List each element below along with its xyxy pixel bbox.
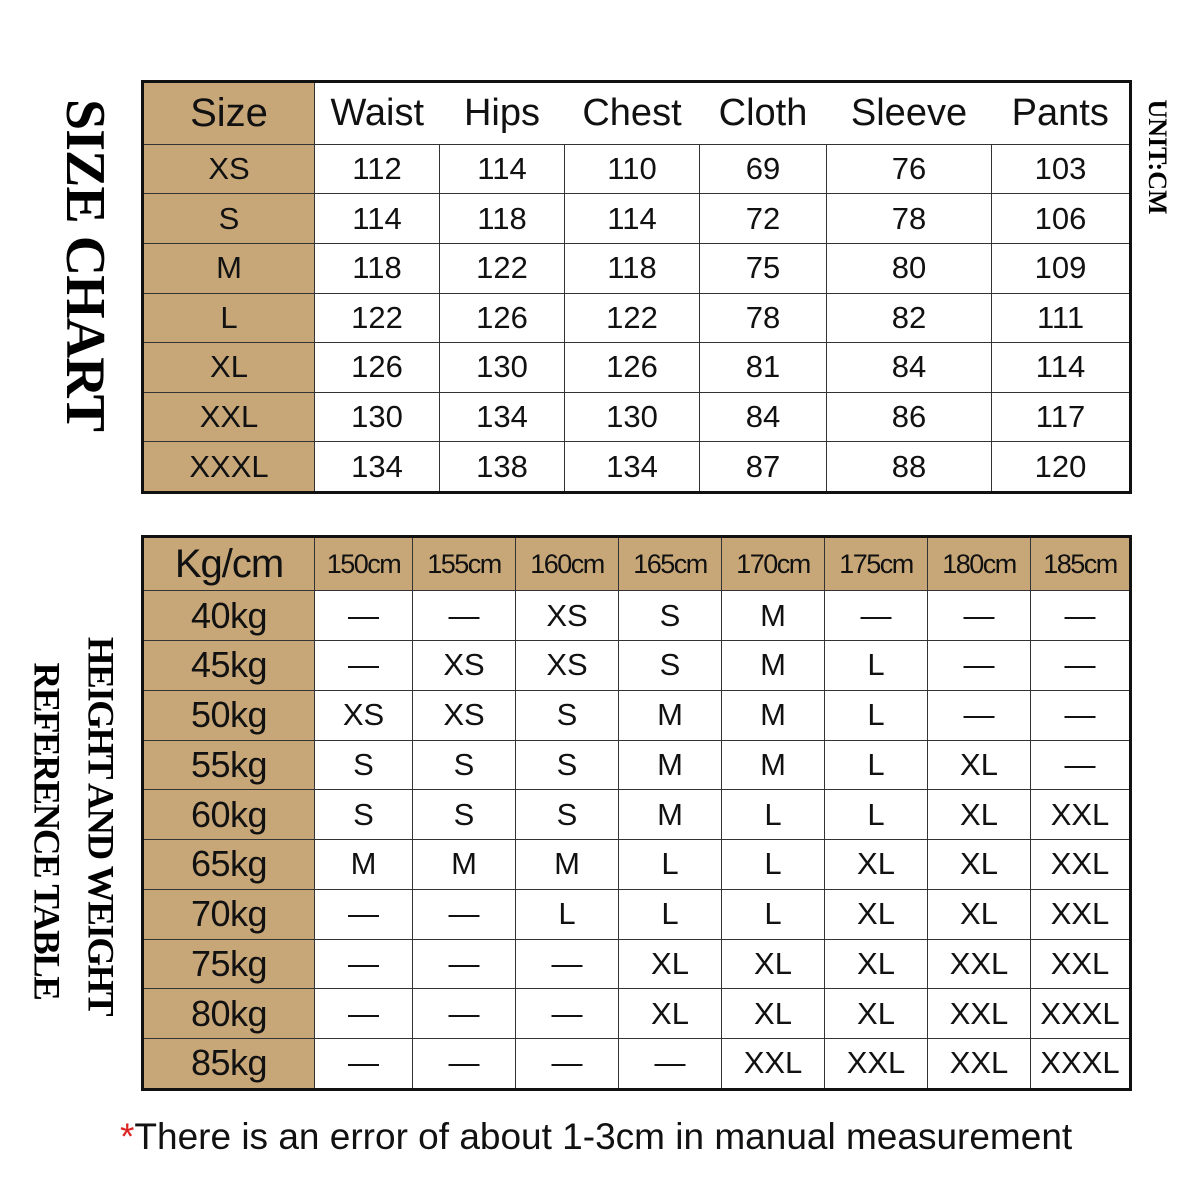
reference-table-row — [143, 790, 1131, 840]
reference-table-cell: S — [516, 690, 619, 740]
reference-table-row — [143, 840, 1131, 890]
size-table-cell: 114 — [992, 343, 1131, 393]
size-table-row — [143, 243, 1131, 293]
reference-table-cell: L — [619, 840, 722, 890]
size-table-row-label: M — [143, 243, 315, 293]
reference-table-cell: — — [315, 1038, 413, 1089]
reference-table-row — [143, 989, 1131, 1039]
reference-table-cell: L — [825, 790, 928, 840]
reference-table-cell: XXL — [1031, 939, 1131, 989]
size-table-cell: 120 — [992, 442, 1131, 493]
size-table — [141, 80, 1132, 494]
reference-table-header-row — [143, 537, 1131, 591]
reference-table-cell: — — [516, 989, 619, 1039]
reference-table-cell: XL — [619, 989, 722, 1039]
size-table-cell: 122 — [315, 293, 440, 343]
size-table-cell: 72 — [700, 194, 827, 244]
reference-table-cell: — — [825, 591, 928, 641]
size-table-cell: 81 — [700, 343, 827, 393]
size-table-header-cell: Pants — [992, 82, 1131, 145]
size-table-cell: 114 — [315, 194, 440, 244]
size-table-cell: 118 — [565, 243, 700, 293]
reference-table-row-label: 75kg — [143, 939, 315, 989]
reference-table-cell: XL — [928, 790, 1031, 840]
reference-table-cell: L — [516, 889, 619, 939]
size-table-header-cell: Sleeve — [827, 82, 992, 145]
reference-table-row-label: 55kg — [143, 740, 315, 790]
reference-table-cell: XXL — [825, 1038, 928, 1089]
size-table-row — [143, 343, 1131, 393]
reference-table-cell: — — [928, 690, 1031, 740]
reference-table-cell: — — [315, 641, 413, 691]
reference-table-cell: XL — [619, 939, 722, 989]
size-table-cell: 122 — [440, 243, 565, 293]
reference-table-row-label: 40kg — [143, 591, 315, 641]
reference-table-cell: XL — [722, 939, 825, 989]
reference-table-cell: S — [619, 641, 722, 691]
reference-table-header-cell: 150cm — [315, 537, 413, 591]
reference-table-cell: XXL — [928, 989, 1031, 1039]
size-table-row-label: XS — [143, 144, 315, 194]
reference-table-cell: XXL — [928, 1038, 1031, 1089]
size-table-cell: 130 — [315, 392, 440, 442]
size-table-cell: 69 — [700, 144, 827, 194]
reference-table-cell: XXL — [928, 939, 1031, 989]
reference-table-cell: M — [722, 690, 825, 740]
reference-table-cell: — — [413, 591, 516, 641]
size-table-cell: 103 — [992, 144, 1131, 194]
size-table-cell: 110 — [565, 144, 700, 194]
reference-table-cell: XS — [413, 690, 516, 740]
reference-table-cell: M — [315, 840, 413, 890]
reference-table-row-label: 80kg — [143, 989, 315, 1039]
footnote-marker: * — [120, 1116, 135, 1157]
reference-table-header-cell: 180cm — [928, 537, 1031, 591]
reference-table-row-label: 65kg — [143, 840, 315, 890]
size-table-row-label: XXL — [143, 392, 315, 442]
reference-table-cell: S — [413, 740, 516, 790]
size-table-row-label: L — [143, 293, 315, 343]
reference-table-cell: L — [619, 889, 722, 939]
size-table-cell: 82 — [827, 293, 992, 343]
size-table-cell: 78 — [827, 194, 992, 244]
reference-table-header-cell: 185cm — [1031, 537, 1131, 591]
reference-table-header-cell: 170cm — [722, 537, 825, 591]
reference-table-cell: — — [315, 989, 413, 1039]
size-table-cell: 84 — [827, 343, 992, 393]
reference-table-cell: — — [315, 889, 413, 939]
reference-table-cell: M — [619, 740, 722, 790]
reference-table-cell: M — [516, 840, 619, 890]
footnote-text: There is an error of about 1-3cm in manual measurement — [134, 1116, 1073, 1157]
size-table-cell: 126 — [565, 343, 700, 393]
reference-table-row-label: 60kg — [143, 790, 315, 840]
reference-table-cell: — — [413, 889, 516, 939]
reference-table-row — [143, 690, 1131, 740]
size-chart-title: SIZE CHART — [54, 99, 116, 431]
reference-table-cell: XS — [315, 690, 413, 740]
reference-table-header-cell: 155cm — [413, 537, 516, 591]
size-table-row-label: XXXL — [143, 442, 315, 493]
reference-table-cell: — — [315, 591, 413, 641]
size-table-cell: 80 — [827, 243, 992, 293]
measurement-footnote — [120, 1116, 1160, 1158]
size-table-row — [143, 442, 1131, 493]
reference-table-cell: — — [516, 939, 619, 989]
size-table-cell: 134 — [440, 392, 565, 442]
reference-table-cell: S — [315, 740, 413, 790]
size-table-row — [143, 144, 1131, 194]
reference-table-row-label: 50kg — [143, 690, 315, 740]
reference-table-row-label: 45kg — [143, 641, 315, 691]
size-table-cell: 130 — [440, 343, 565, 393]
reference-table-row — [143, 591, 1131, 641]
reference-table-cell: — — [928, 641, 1031, 691]
reference-table-row-label: 70kg — [143, 889, 315, 939]
reference-table-cell: S — [315, 790, 413, 840]
reference-table-row — [143, 740, 1131, 790]
size-table-header-row — [143, 82, 1131, 145]
reference-table-cell: — — [619, 1038, 722, 1089]
reference-table-cell: XL — [928, 840, 1031, 890]
reference-table-row — [143, 939, 1131, 989]
size-table-row — [143, 392, 1131, 442]
reference-table-cell: — — [315, 939, 413, 989]
reference-table-row — [143, 889, 1131, 939]
reference-title-line-2: REFERENCE TABLE — [25, 662, 67, 1000]
size-table-cell: 88 — [827, 442, 992, 493]
reference-table-cell: S — [516, 740, 619, 790]
size-table-cell: 114 — [565, 194, 700, 244]
size-table-cell: 130 — [565, 392, 700, 442]
reference-table-cell: L — [825, 690, 928, 740]
reference-table-cell: — — [1031, 591, 1131, 641]
reference-title-line-1: HEIGHT AND WEIGHT — [79, 636, 121, 1016]
reference-table-cell: L — [722, 889, 825, 939]
size-table-cell: 84 — [700, 392, 827, 442]
reference-table-cell: XL — [825, 889, 928, 939]
reference-table-cell: M — [619, 690, 722, 740]
reference-table-cell: — — [413, 1038, 516, 1089]
reference-table-row — [143, 641, 1131, 691]
size-table-cell: 114 — [440, 144, 565, 194]
size-table-header-cell: Hips — [440, 82, 565, 145]
size-table-cell: 76 — [827, 144, 992, 194]
reference-table-cell: — — [413, 989, 516, 1039]
size-table-row-label: S — [143, 194, 315, 244]
size-table-cell: 106 — [992, 194, 1131, 244]
size-table-header-cell: Cloth — [700, 82, 827, 145]
size-table-row-label: XL — [143, 343, 315, 393]
size-table-cell: 126 — [315, 343, 440, 393]
reference-table-row — [143, 1038, 1131, 1089]
reference-table-cell: XXXL — [1031, 989, 1131, 1039]
size-table-header-cell: Chest — [565, 82, 700, 145]
reference-table-cell: XL — [928, 889, 1031, 939]
reference-table-cell: M — [722, 740, 825, 790]
size-table-cell: 111 — [992, 293, 1131, 343]
reference-table-cell: L — [825, 641, 928, 691]
reference-table-cell: M — [722, 591, 825, 641]
reference-table-cell: XXL — [1031, 790, 1131, 840]
reference-table-cell: M — [722, 641, 825, 691]
reference-table-cell: XS — [516, 641, 619, 691]
reference-table-header-cell: Kg/cm — [143, 537, 315, 591]
size-table-cell: 118 — [440, 194, 565, 244]
size-table-cell: 134 — [565, 442, 700, 493]
size-table-cell: 112 — [315, 144, 440, 194]
reference-table-cell: L — [825, 740, 928, 790]
reference-table-cell: XL — [825, 939, 928, 989]
size-table-cell: 138 — [440, 442, 565, 493]
reference-table-cell: — — [1031, 690, 1131, 740]
size-table-cell: 109 — [992, 243, 1131, 293]
reference-table-cell: XS — [413, 641, 516, 691]
reference-table-cell: L — [722, 840, 825, 890]
size-table-cell: 122 — [565, 293, 700, 343]
reference-table-cell: XL — [825, 989, 928, 1039]
size-table-cell: 75 — [700, 243, 827, 293]
size-table-row — [143, 293, 1131, 343]
reference-table-cell: L — [722, 790, 825, 840]
reference-table-cell: M — [619, 790, 722, 840]
reference-table-cell: — — [516, 1038, 619, 1089]
reference-table-cell: — — [1031, 740, 1131, 790]
size-table-cell: 117 — [992, 392, 1131, 442]
reference-table-cell: XS — [516, 591, 619, 641]
reference-table-cell: M — [413, 840, 516, 890]
size-table-row — [143, 194, 1131, 244]
reference-table-header-cell: 165cm — [619, 537, 722, 591]
reference-table-cell: S — [619, 591, 722, 641]
size-table-cell: 78 — [700, 293, 827, 343]
reference-table-header-cell: 175cm — [825, 537, 928, 591]
size-table-cell: 134 — [315, 442, 440, 493]
reference-table-cell: — — [413, 939, 516, 989]
reference-table-cell: — — [928, 591, 1031, 641]
reference-table-cell: S — [516, 790, 619, 840]
size-table-cell: 86 — [827, 392, 992, 442]
reference-table-cell: XXL — [1031, 889, 1131, 939]
reference-table-row-label: 85kg — [143, 1038, 315, 1089]
reference-table-cell: XXL — [1031, 840, 1131, 890]
reference-table-cell: XXXL — [1031, 1038, 1131, 1089]
unit-label: UNIT:CM — [1143, 99, 1172, 215]
size-table-header-cell: Waist — [315, 82, 440, 145]
height-weight-table — [141, 535, 1132, 1091]
reference-table-cell: XL — [928, 740, 1031, 790]
reference-table-cell: — — [1031, 641, 1131, 691]
reference-table-cell: XL — [825, 840, 928, 890]
size-table-header-cell: Size — [143, 82, 315, 145]
size-table-cell: 126 — [440, 293, 565, 343]
reference-table-cell: XL — [722, 989, 825, 1039]
reference-table-cell: XXL — [722, 1038, 825, 1089]
size-table-cell: 118 — [315, 243, 440, 293]
size-table-cell: 87 — [700, 442, 827, 493]
reference-table-cell: S — [413, 790, 516, 840]
reference-table-header-cell: 160cm — [516, 537, 619, 591]
